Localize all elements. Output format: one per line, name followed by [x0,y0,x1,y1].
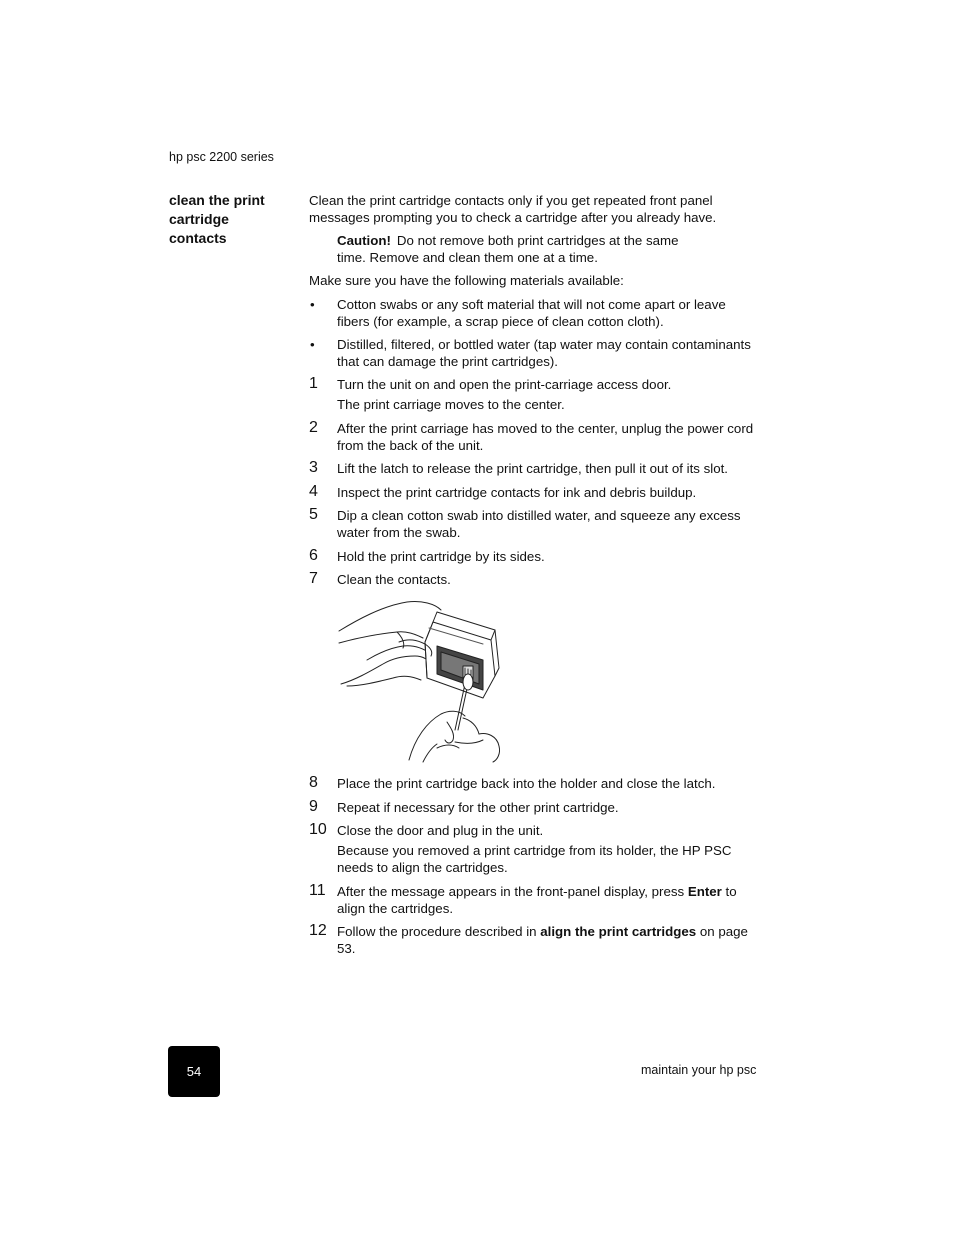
step-item [309,507,759,541]
step-number: 11 [309,881,326,899]
running-footer: maintain your hp psc [641,1063,757,1077]
step-item [309,460,759,477]
caution-note [337,232,697,266]
step-item [309,822,759,876]
caution-text: Do not remove both print cartridges at the same time. Remove and clean them one at a time. [337,233,679,265]
step-text: Turn the unit on and open the print-carriage access door. [337,377,672,392]
step-text-pre: After the message appears in the front-panel display, press [337,883,688,899]
materials-label: Make sure you have the following materials available: [309,273,624,288]
step-text: Clean the contacts. [337,572,451,587]
step-item [309,571,759,588]
step-item [309,923,759,957]
step-number: 5 [309,506,318,523]
step-text-pre: Follow the procedure described in [337,924,541,939]
page-number-badge [168,1046,220,1097]
section-title: clean the print cartridge contacts [169,192,265,246]
enter-key-label: Enter [687,883,722,899]
step-text: After the print carriage has moved to the center, unplug the power cord from the back of the unit. [337,420,754,453]
step-subtext: Because you removed a print cartridge from its holder, the HP PSC needs to align the cartridges. [337,843,732,875]
list-item-text: Distilled, filtered, or bottled water (tap water may contain contaminants that can damage the print cartridges). [337,337,751,369]
step-item [309,799,759,816]
steps-list [309,376,759,588]
materials-list [309,296,759,370]
step-number: 7 [309,570,318,587]
step-item [309,883,759,917]
step-number: 3 [309,459,318,476]
list-item [309,296,759,330]
cleaning-illustration [337,598,507,763]
cross-reference-link[interactable]: align the print cartridges [540,924,697,939]
step-number: 8 [309,774,318,791]
list-item-text: Cotton swabs or any soft material that will not come apart or leave fibers (for example, a scrap piece of clean cotton cloth). [337,297,726,329]
step-item [309,775,759,792]
step-number: 4 [309,482,318,500]
step-item [309,376,759,413]
running-header: hp psc 2200 series [169,150,274,164]
step-number: 2 [309,418,318,436]
step-number: 12 [309,922,327,939]
step-number: 6 [309,546,318,564]
step-number: 10 [309,821,327,838]
step-text: Hold the print cartridge by its sides. [337,548,545,564]
bullet-icon: • [310,337,315,352]
hand-cartridge-swab-illustration [337,598,507,763]
step-subtext: The print carriage moves to the center. [337,397,565,412]
page-number: 54 [186,1064,202,1079]
step-item [309,548,759,565]
intro-paragraph: Clean the print cartridge contacts only if you get repeated front panel messages prompting you to check a cartridge after you already have. [309,193,717,225]
step-number: 1 [309,375,318,392]
step-text-post: to align the cartridges. [337,883,737,916]
step-item [309,484,759,501]
step-text [337,883,759,917]
step-text: Place the print cartridge back into the holder and close the latch. [337,776,716,791]
bullet-icon: • [310,297,315,312]
step-text: Repeat if necessary for the other print cartridge. [337,799,619,815]
step-text: Lift the latch to release the print cartridge, then pull it out of its slot. [337,461,728,476]
main-content [309,192,759,964]
list-item [309,336,759,370]
caution-label: Caution! [337,233,391,248]
step-text-post: on page 53. [337,924,748,956]
step-text [337,923,759,957]
step-number: 9 [309,797,318,815]
step-text: Dip a clean cotton swab into distilled water, and squeeze any excess water from the swab. [337,508,741,540]
steps-list-continued [309,775,759,957]
step-item [309,420,759,454]
step-text: Inspect the print cartridge contacts for ink and debris buildup. [337,484,697,500]
step-text: Close the door and plug in the unit. [337,823,544,838]
